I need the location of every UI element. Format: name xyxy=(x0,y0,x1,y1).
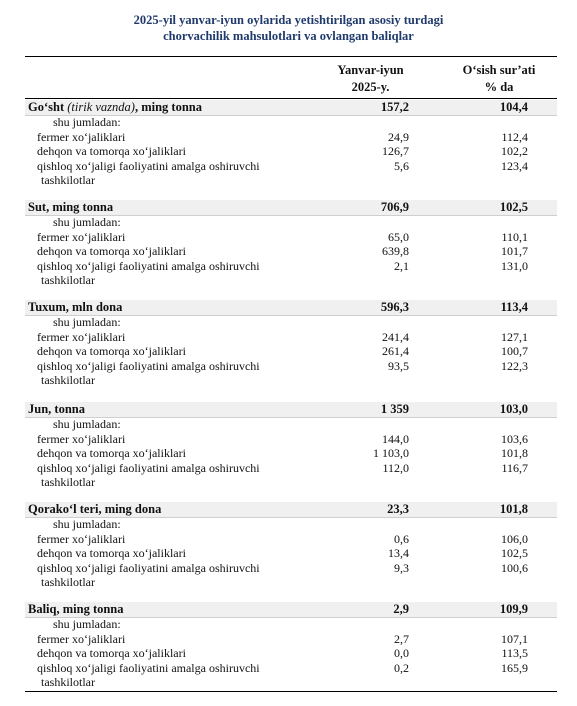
section-name-note: (tirik vaznda) xyxy=(67,100,135,114)
continuation-row: tashkilotlar xyxy=(41,173,95,187)
section-name: Sut, ming tonna xyxy=(28,200,114,214)
section-name: Baliq, ming tonna xyxy=(28,602,124,616)
table-row: fermer xo‘jaliklari 241,4 127,1 xyxy=(37,329,528,344)
subheader-row: shu jumladan: xyxy=(53,315,121,329)
subheader-row: shu jumladan: xyxy=(53,417,121,431)
section-growth: 109,9 xyxy=(499,602,528,616)
section-value: 157,2 xyxy=(380,100,409,114)
table-row: dehqon va tomorqa xo‘jaliklari 0,0 113,5 xyxy=(37,646,528,660)
table-row: fermer xo‘jaliklari 144,0 103,6 xyxy=(37,431,528,446)
top-rule xyxy=(25,56,557,57)
table-row: dehqon va tomorqa xo‘jaliklari 13,4 102,5 xyxy=(37,546,528,560)
table-row: dehqon va tomorqa xo‘jaliklari 639,8 101,7 xyxy=(37,244,528,258)
section-growth: 101,8 xyxy=(499,502,528,516)
table-title xyxy=(0,12,577,44)
section-growth: 104,4 xyxy=(499,100,528,114)
section-name: Tuxum, mln dona xyxy=(28,300,123,314)
section-name-suffix: , ming tonna xyxy=(134,100,202,114)
bottom-rule xyxy=(25,691,557,692)
table-row: qishloq xo‘jaligi faoliyatini amalga oshiruvchi 0,2 165,9 xyxy=(37,660,528,675)
section-name: Go‘sht xyxy=(28,100,65,114)
section-header-row xyxy=(25,402,557,417)
table-row: qishloq xo‘jaligi faoliyatini amalga oshiruvchi 112,0 116,7 xyxy=(37,460,528,475)
section-name: Jun, tonna xyxy=(28,402,85,416)
section-value: 2,9 xyxy=(393,602,409,616)
continuation-row: tashkilotlar xyxy=(41,373,95,387)
table-row: qishloq xo‘jaligi faoliyatini amalga oshiruvchi 93,5 122,3 xyxy=(37,358,528,373)
table-row: fermer xo‘jaliklari 2,7 107,1 xyxy=(37,631,528,646)
continuation-row: tashkilotlar xyxy=(41,475,95,489)
continuation-row: tashkilotlar xyxy=(41,575,95,589)
section-header-row xyxy=(25,502,557,517)
section-milk xyxy=(25,200,557,288)
section-meat xyxy=(25,100,557,188)
section-eggs xyxy=(25,300,557,388)
subheader-row: shu jumladan: xyxy=(53,517,121,531)
continuation-row: tashkilotlar xyxy=(41,273,95,287)
section-value: 596,3 xyxy=(380,300,409,314)
section-wool xyxy=(25,402,557,490)
section-header-row xyxy=(25,200,557,215)
section-value: 1 359 xyxy=(380,402,409,416)
title-line-1: 2025-yil yanvar-iyun oylarida yetishtirilgan asosiy turdagi xyxy=(133,13,444,27)
table-row: fermer xo‘jaliklari 65,0 110,1 xyxy=(37,229,528,244)
table-row: fermer xo‘jaliklari 0,6 106,0 xyxy=(37,531,528,546)
table-row: dehqon va tomorqa xo‘jaliklari 261,4 100,7 xyxy=(37,344,528,358)
section-header-row xyxy=(25,100,557,115)
column-header-period: Yanvar-iyun 2025-y. xyxy=(337,63,404,94)
subheader-row: shu jumladan: xyxy=(53,215,121,229)
section-fish xyxy=(25,602,557,690)
section-growth: 113,4 xyxy=(500,300,528,314)
section-header-row xyxy=(25,602,557,617)
subheader-row: shu jumladan: xyxy=(53,617,121,631)
table-row: dehqon va tomorqa xo‘jaliklari 1 103,0 101,8 xyxy=(37,446,528,460)
column-header-growth: O‘sish sur’ati % da xyxy=(462,63,536,94)
table-row: fermer xo‘jaliklari 24,9 112,4 xyxy=(37,129,528,144)
section-value: 706,9 xyxy=(380,200,409,214)
section-value: 23,3 xyxy=(387,502,409,516)
table-row: dehqon va tomorqa xo‘jaliklari 126,7 102,2 xyxy=(37,144,528,158)
section-name: Qorako‘l teri, ming dona xyxy=(28,502,162,516)
section-growth: 103,0 xyxy=(499,402,528,416)
continuation-row: tashkilotlar xyxy=(41,675,95,689)
title-line-2: chorvachilik mahsulotlari va ovlangan baliqlar xyxy=(163,29,414,43)
section-growth: 102,5 xyxy=(499,200,528,214)
table-row: qishloq xo‘jaligi faoliyatini amalga oshiruvchi 5,6 123,4 xyxy=(37,158,528,173)
table-row: qishloq xo‘jaligi faoliyatini amalga oshiruvchi 9,3 100,6 xyxy=(37,560,528,575)
header-rule xyxy=(25,98,557,99)
section-header-row xyxy=(25,300,557,315)
subheader-row: shu jumladan: xyxy=(53,115,121,129)
section-karakul xyxy=(25,502,557,590)
table-row: qishloq xo‘jaligi faoliyatini amalga oshiruvchi 2,1 131,0 xyxy=(37,258,528,273)
